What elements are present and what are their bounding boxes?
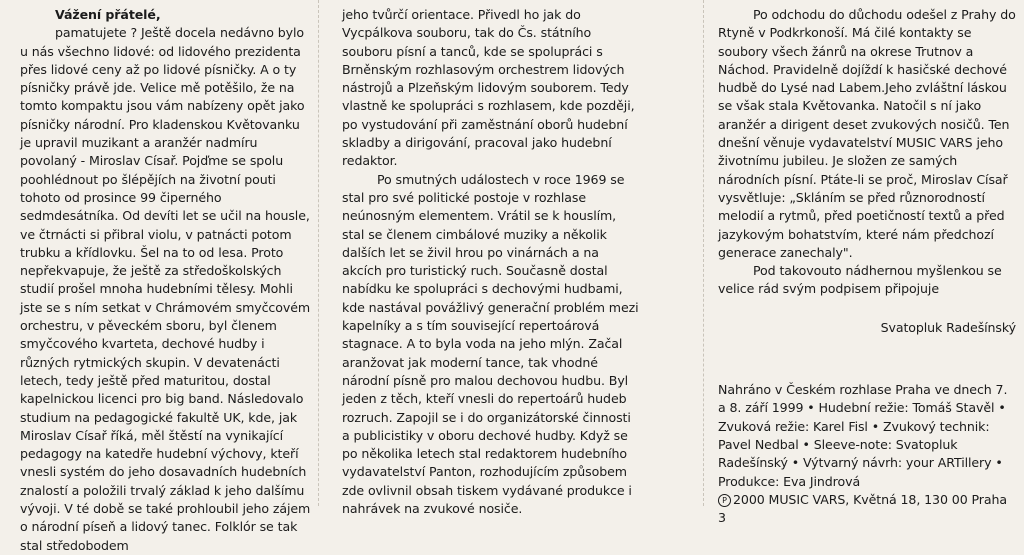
column-2-paragraph-1: jeho tvůrčí orientace. Přivedl ho jak do Vycpálkova souboru, tak do Čs. státního souboru písní a tanců, kde se spolupráci s Brněnským rozhlasovým orchestrem lidových nástrojů a Plzeňským lidovým souborem. Tedy vlastně ke spolupráci s rozhlasem, kde později, po vystudování při zaměstnání oborů hudební skladby a dirigování, pracoval jako hudební redaktor. <box>342 7 635 169</box>
phonogram-copyright-icon: P <box>718 494 731 507</box>
column-3 <box>718 6 1016 527</box>
column-3-paragraph-2: Pod takovouto nádhernou myšlenkou se velice rád svým podpisem připojuje <box>718 263 1002 297</box>
column-divider-left <box>318 0 319 506</box>
column-1-text: pamatujete ? Ještě docela nedávno bylo u nás všechno lidové: od lidového prezidenta přes lidové ceny až po lidové písničky. A o ty písničky právě jde. Velice mě potěšilo, že na tomto kompaktu jsou vám nabízeny opět jako písničky národní. Pro kladenskou Květovanku je upravil muzikant a aranžér nadmíru povolaný - Miroslav Císař. Pojďme se spolu poohlédnout po šlépějích na životní pouti tohoto od prosince 99 čiperného sedmdesátníka. Od devíti let se učil na housle, ve čtrnácti si přibral violu, v patnácti potom trubku a křídlovku. Šel na to od lesa. Proto nepřekvapuje, že ještě za středoškolských studií prošel mnoha hudebními tělesy. Mohli jste se s ním setkat v Chrámovém smyčcovém orchestru, v pěveckém sboru, byl členem smyčcového kvarteta, dechové hudby i různých rytmických skupin. V devatenácti letech, tedy ještě před maturitou, dostal kapelnickou licenci pro big band. Následovalo studium na pedagogické fakultě UK, kde, jak Miroslav Císař říká, měl štěstí na vynikající pedagogy na katedře hudební výchovy, kteří vnesli systém do jeho dosavadních hudebních znalostí a položili trvalý základ k jeho dalšímu vývoji. V té době se také prohloubil jeho zájem o národní píseň a lidový tanec. Folklór se tak stal středobodem <box>20 25 311 553</box>
column-divider-right <box>703 0 704 506</box>
signature: Svatopluk Radešínský <box>880 319 1016 335</box>
column-2-paragraph-2: Po smutných událostech v roce 1969 se stal pro své politické postoje v rozhlase neúnosným elementem. Vrátil se k houslím, stal se členem cimbálové muziky a několik dalších let se živil hrou po vinárnách a na akcích pro turistický ruch. Současně dostal nabídku ke spolupráci s dechovými hudbami, kde nastával povážlivý generační problém mezi kapelníky a s tím související repertoárová stagnace. A to byla voda na jeho mlýn. Začal aranžovat jak moderní tance, tak vhodné národní písně pro malou dechovou hudbu. Byl jeden z těch, kteří vnesli do repertoárů hudeb rozruch. Zapojil se i do organizátorské činnosti a publicistiky v oboru dechové hudby. Když se po několika letech stal redaktorem hudebního vydavatelství Panton, rozhodujícím způsobem zde ovlivnil obsah tiskem vydávané produkce i nahrávek na zvukové nosiče. <box>342 171 639 517</box>
column-2 <box>342 6 640 518</box>
copyright-line <box>718 491 1016 528</box>
column-1 <box>20 6 312 555</box>
recording-credits: Nahráno v Českém rozhlase Praha ve dnech 7. a 8. září 1999 • Hudební režie: Tomáš Stavěl • Zvuková režie: Karel Fisl • Zvukový technik: Pavel Nedbal • Sleeve-note: Svatopluk Radešínský • Výtvarný návrh: your ARTillery • Produkce: Eva Jindrová <box>718 382 1008 489</box>
copyright-text: 2000 MUSIC VARS, Květná 18, 130 00 Praha 3 <box>718 491 1007 526</box>
greeting-heading: Vážení přátelé, <box>55 7 161 22</box>
column-3-paragraph-1: Po odchodu do důchodu odešel z Prahy do Rtyně v Podkrkonoší. Má čilé kontakty se soubory všech žánrů na okrese Trutnov a Náchod. Pravidelně dojíždí k hasičské dechové hudbě do Lysé nad Labem.Jeho zvláštní láskou se však stala Květovanka. Natočil s ní jako aranžér a dirigent deset zvukových nosičů. Ten dnešní věnuje vydavatelství MUSIC VARS jeho životnímu jubileu. Je složen ze samých národních písní. Ptáte-li se proč, Miroslav Císař vysvětluje: „Skláním se před různorodností melodií a rytmů, před poetičností textů a před jazykovým bohatstvím, které nám předchozí generace zanechaly". <box>718 7 1016 260</box>
